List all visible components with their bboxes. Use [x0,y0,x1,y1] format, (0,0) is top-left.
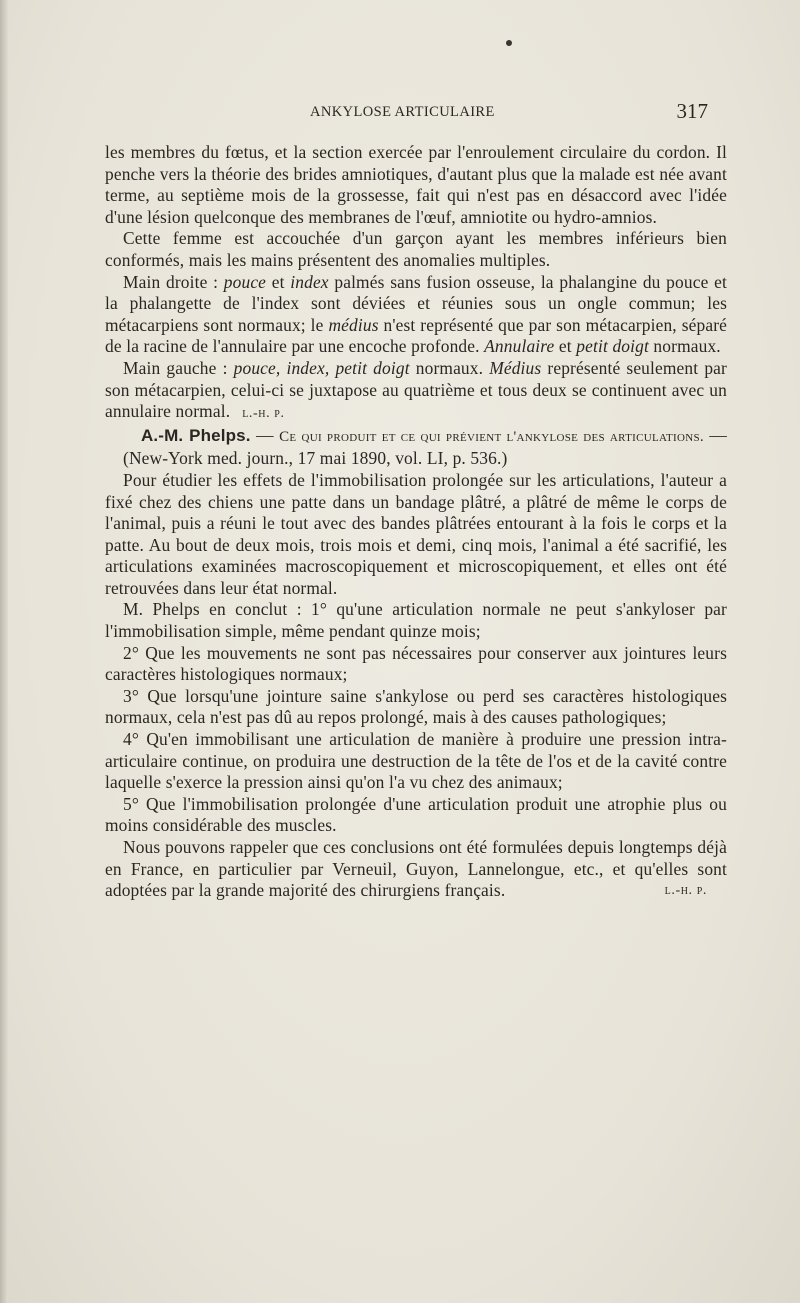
text-run: 5° Que l'immobilisation prolongée d'une articulation produit une atrophie plus ou moins considérable des muscles. [105,793,727,836]
paragraph [105,142,727,228]
paragraph [105,470,727,600]
paragraph [105,228,727,271]
italic-term: Médius [489,357,542,378]
reference-dash-2: — [703,424,727,445]
section-first-article [105,142,727,425]
paragraph [105,358,727,425]
italic-term: petit doigt [576,336,649,357]
text-run: 4° Qu'en immobilisant une articulation de manière à produire une pression intra-articulaire continue, on produira une destruction de la tête de l'os et de la cavité contre laquelle s'exerce la pression ainsi qu'on l'a vu chez des animaux; [105,729,727,793]
text-run: Nous pouvons rappeler que ces conclusions ont été formulées depuis longtemps déjà en France, en particulier par Verneuil, Guyon, Lannelongue, etc., et qu'elles sont adoptées par la grande majorité des chirurgiens français. [105,837,727,901]
bibliographic-reference [105,425,727,470]
text-run: représenté seulement par son métacarpien, celui-ci se juxtapose au quatrième et tous deux se continuent avec un annulaire normal. [105,357,727,422]
reference-dash: — [250,424,280,445]
paragraph [105,643,727,686]
paragraph [105,599,727,642]
reference-citation: (New-York med. journ., 17 mai 1890, vol. LI, p. 536.) [123,448,508,469]
body-text [105,142,727,902]
text-run: normaux. [409,357,490,378]
book-spine-shadow [0,0,8,1303]
italic-term: Annulaire [484,336,555,357]
author-initials: l.-h. p. [664,883,707,899]
page-header [105,100,708,124]
text-run: Pour étudier les effets de l'immobilisation prolongée sur les articulations, l'auteur a fixé chez des chiens une patte dans un bandage plâtré, a plâtré de même le corps de l'animal, puis a réuni le tout avec des bandes plâtrées entourant à la fois le corps et la patte. Au bout de deux mois, trois mois et demi, cinq mois, l'animal a été sacrifié, les articulations examinées macroscopiquement et microscopiquement, et elles ont été retrouvées dans leur état normal. [105,469,727,598]
author-initials: l.-h. p. [242,406,285,422]
text-run: et [266,271,291,292]
text-run: et [554,336,577,357]
text-run: Main gauche : [123,357,234,378]
text-run: M. Phelps en conclut : 1° qu'une articulation normale ne peut s'ankyloser par l'immobilisation simple, même pendant quinze mois; [105,599,727,642]
text-run: n'est représenté que par son métacarpien, séparé de la racine de l'annulaire par une encoche profonde. [105,314,727,357]
page-number: 317 [676,99,708,123]
text-run: 2° Que les mouvements ne sont pas nécessaires pour conserver aux jointures leurs caractères histologiques normaux; [105,642,727,685]
paragraph [105,794,727,837]
italic-term: médius [328,314,379,335]
text-run: Main droite : [123,271,224,292]
paragraph [105,837,727,902]
italic-term: index [290,271,329,292]
italic-term: pouce, index, petit doigt [233,357,410,378]
reference-author: A.-M. Phelps. [141,425,251,445]
running-head: ANKYLOSE ARTICULAIRE [310,104,495,120]
text-run: les membres du fœtus, et la section exercée par l'enroulement circulaire du cordon. Il penche vers la théorie des brides amniotiques, d'autant plus que la malade est née avant terme, au septième mois de la grossesse, fait qui n'est pas en désaccord avec l'idée d'une lésion quelconque des membranes de l'œuf, amniotite ou hydro-amnios. [105,142,727,227]
section-phelps-article [105,470,727,902]
text-run: 3° Que lorsqu'une jointure saine s'ankylose ou perd ses caractères histologiques normaux, cela n'est pas dû au repos prolongé, mais à des causes pathologiques; [105,685,727,728]
reference-title: Ce qui produit et ce qui prévient l'ankylose des articulations. [279,428,704,445]
text-run: normaux. [648,336,721,357]
text-run: Cette femme est accouchée d'un garçon ayant les membres inférieurs bien conformés, mais les mains présentent des anomalies multiples. [105,228,727,270]
paragraph [105,686,727,729]
text-run: palmés sans fusion osseuse, la phalangine du pouce et la phalangette de l'index sont déviées et réunies sous un ongle commun; les métacarpiens sont normaux; le [105,271,727,335]
ink-dot-mark [506,40,512,46]
paragraph [105,272,727,358]
italic-term: pouce [223,271,267,292]
paragraph [105,729,727,794]
